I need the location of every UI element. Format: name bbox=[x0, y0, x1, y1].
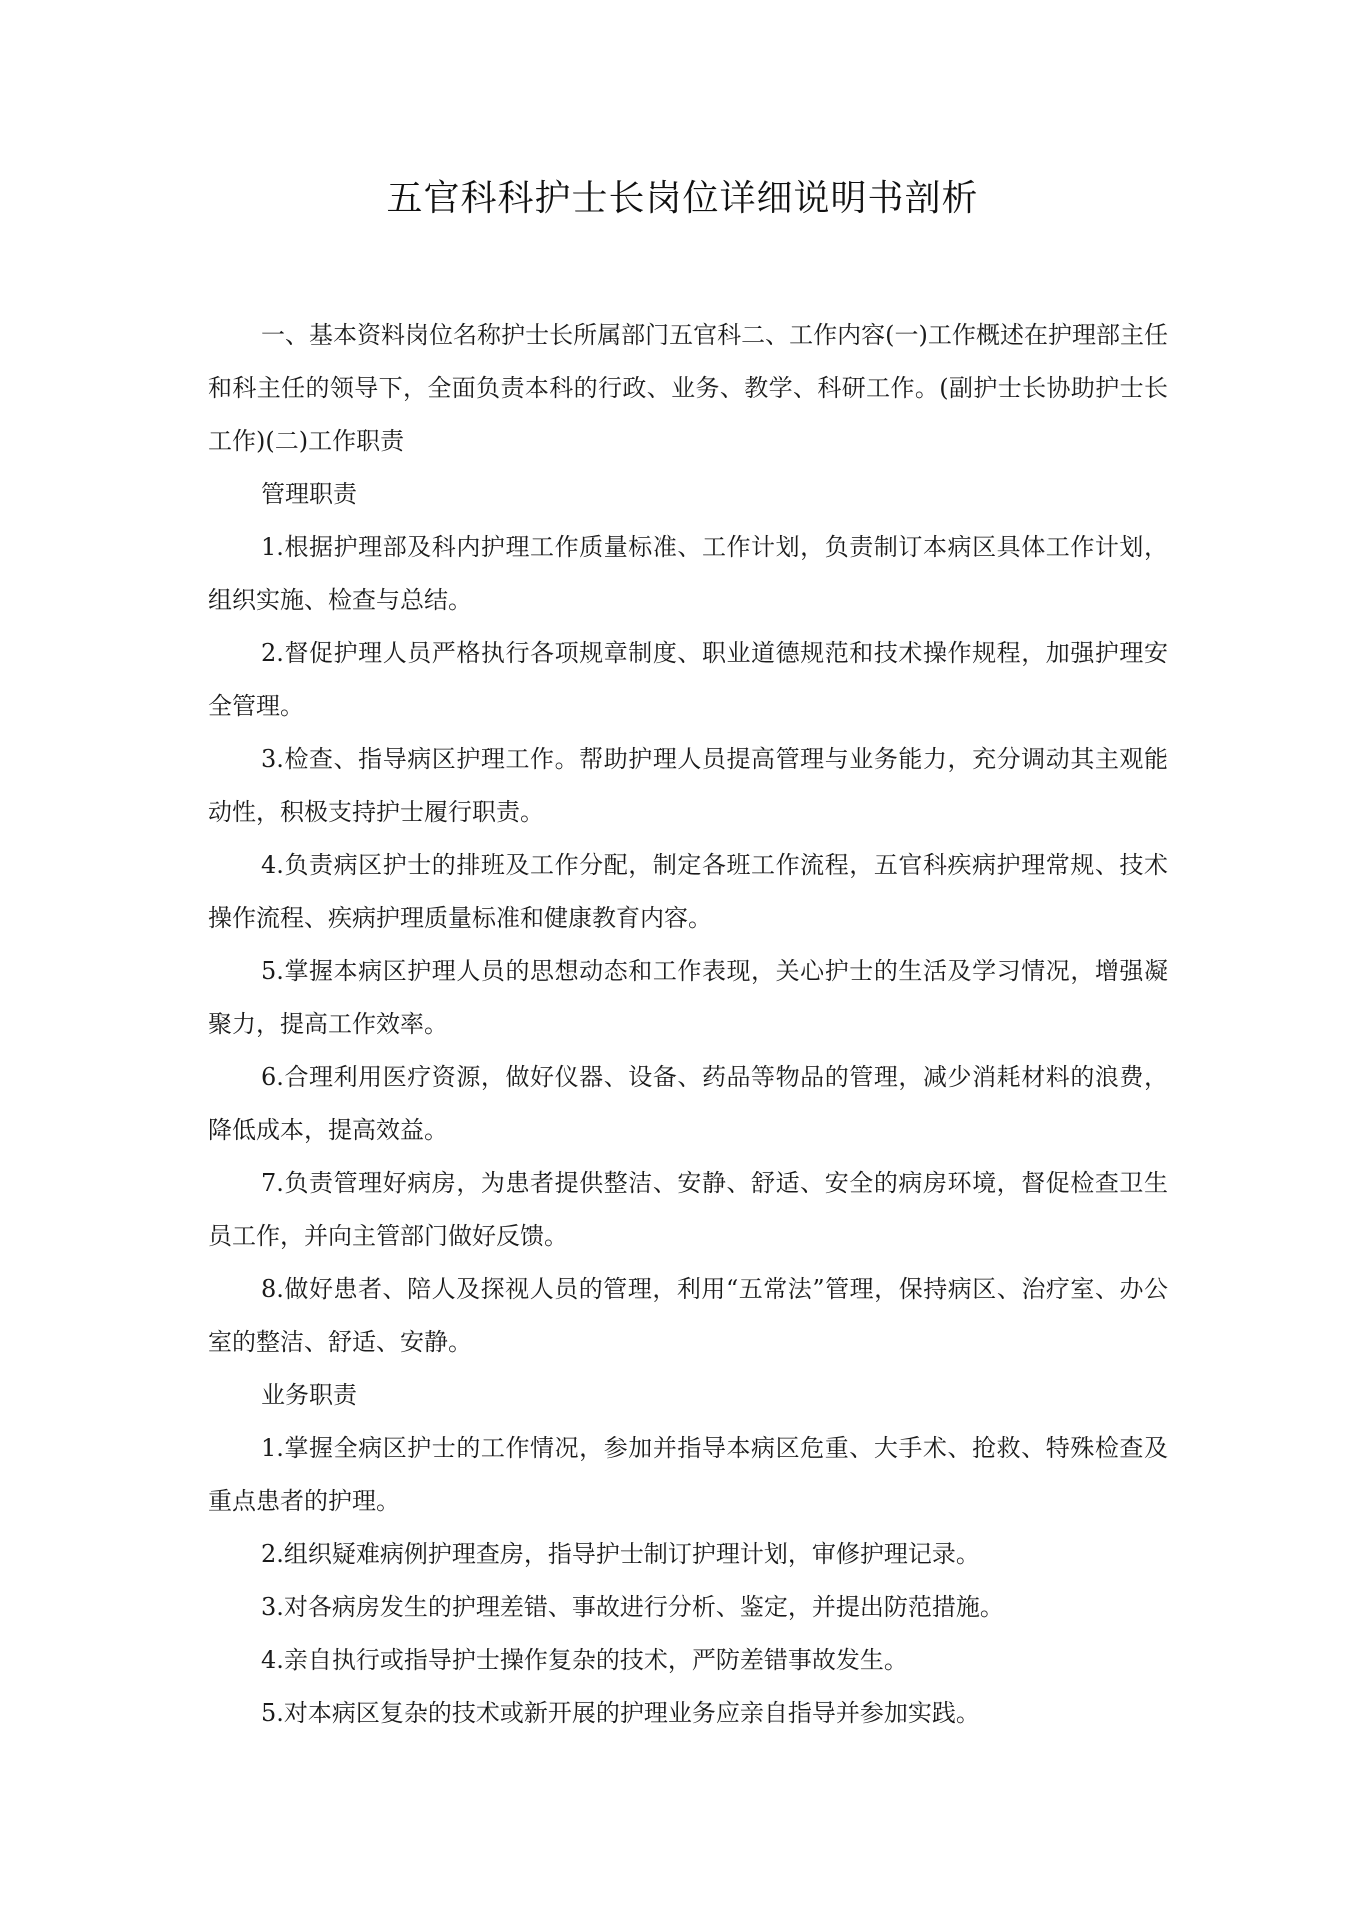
management-heading: 管理职责 bbox=[261, 480, 357, 508]
management-item-6: 6.合理利用医疗资源，做好仪器、设备、药品等物品的管理，减少消耗材料的浪费，降低成本，提高效益。 bbox=[208, 1063, 1168, 1144]
business-item-5: 5.对本病区复杂的技术或新开展的护理业务应亲自指导并参加实践。 bbox=[261, 1699, 980, 1727]
intro-paragraph: 一、基本资料岗位名称护士长所属部门五官科二、工作内容(一)工作概述在护理部主任和科主任的领导下，全面负责本科的行政、业务、教学、科研工作。(副护士长协助护士长工作)(二)工作职责 bbox=[208, 321, 1168, 455]
management-section bbox=[208, 468, 1168, 1369]
business-heading: 业务职责 bbox=[261, 1381, 357, 1409]
business-section bbox=[208, 1369, 1168, 1740]
management-item-4: 4.负责病区护士的排班及工作分配，制定各班工作流程，五官科疾病护理常规、技术操作流程、疾病护理质量标准和健康教育内容。 bbox=[208, 851, 1168, 932]
business-item-4: 4.亲自执行或指导护士操作复杂的技术，严防差错事故发生。 bbox=[261, 1646, 908, 1674]
management-item-3: 3.检查、指导病区护理工作。帮助护理人员提高管理与业务能力，充分调动其主观能动性，积极支持护士履行职责。 bbox=[208, 745, 1168, 826]
management-item-8: 8.做好患者、陪人及探视人员的管理，利用“五常法”管理，保持病区、治疗室、办公室的整洁、舒适、安静。 bbox=[208, 1275, 1168, 1356]
business-item-3: 3.对各病房发生的护理差错、事故进行分析、鉴定，并提出防范措施。 bbox=[261, 1593, 1004, 1621]
management-item-1: 1.根据护理部及科内护理工作质量标准、工作计划，负责制订本病区具体工作计划，组织实施、检查与总结。 bbox=[208, 533, 1168, 614]
business-item-2: 2.组织疑难病例护理查房，指导护士制订护理计划，审修护理记录。 bbox=[261, 1540, 980, 1568]
document-title: 五官科科护士长岗位详细说明书剖析 bbox=[386, 178, 979, 219]
management-item-2: 2.督促护理人员严格执行各项规章制度、职业道德规范和技术操作规程，加强护理安全管理。 bbox=[208, 639, 1168, 720]
management-item-7: 7.负责管理好病房，为患者提供整洁、安静、舒适、安全的病房环境，督促检查卫生员工作，并向主管部门做好反馈。 bbox=[208, 1169, 1168, 1250]
management-item-5: 5.掌握本病区护理人员的思想动态和工作表现，关心护士的生活及学习情况，增强凝聚力，提高工作效率。 bbox=[208, 957, 1168, 1038]
business-item-1: 1.掌握全病区护士的工作情况，参加并指导本病区危重、大手术、抢救、特殊检查及重点患者的护理。 bbox=[208, 1434, 1168, 1515]
document-body bbox=[208, 309, 1168, 1740]
